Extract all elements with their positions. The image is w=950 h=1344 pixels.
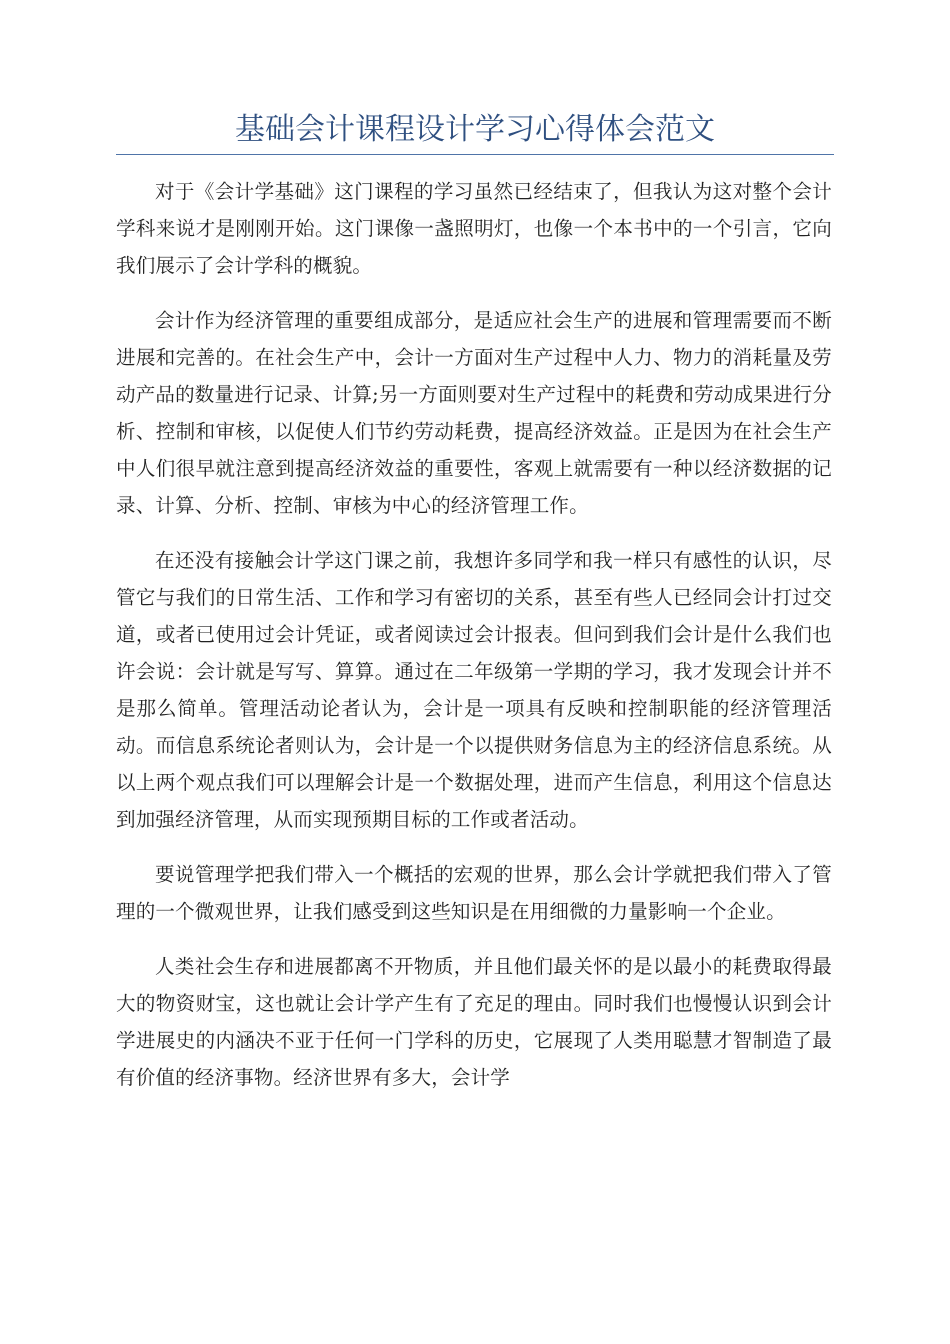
paragraph-2: 会计作为经济管理的重要组成部分，是适应社会生产的进展和管理需要而不断进展和完善的。在社会生产中，会计一方面对生产过程中人力、物力的消耗量及劳动产品的数量进行记录、计算;另一方面则要对生产过程中的耗费和劳动成果进行分析、控制和审核，以促使人们节约劳动耗费，提高经济效益。正是因为在社会生产中人们很早就注意到提高经济效益的重要性，客观上就需要有一种以经济数据的记录、计算、分析、控制、审核为中心的经济管理工作。 (116, 309, 832, 517)
paragraph-3: 在还没有接触会计学这门课之前，我想许多同学和我一样只有感性的认识，尽管它与我们的日常生活、工作和学习有密切的关系，甚至有些人已经同会计打过交道，或者已使用过会计凭证，或者阅读过会计报表。但问到我们会计是什么我们也许会说：会计就是写写、算算。通过在二年级第一学期的学习，我才发现会计并不是那么简单。管理活动论者认为，会计是一项具有反映和控制职能的经济管理活动。而信息系统论者则认为，会计是一个以提供财务信息为主的经济信息系统。从以上两个观点我们可以理解会计是一个数据处理，进而产生信息，利用这个信息达到加强经济管理，从而实现预期目标的工作或者活动。 (116, 549, 832, 831)
document-title: 基础会计课程设计学习心得体会范文 (235, 112, 715, 147)
paragraph-5: 人类社会生存和进展都离不开物质，并且他们最关怀的是以最小的耗费取得最大的物资财宝，这也就让会计学产生有了充足的理由。同时我们也慢慢认识到会计学进展史的内涵决不亚于任何一门学科的历史，它展现了人类用聪慧才智制造了最有价值的经济事物。经济世界有多大，会计学 (116, 955, 832, 1089)
paragraph-4: 要说管理学把我们带入一个概括的宏观的世界，那么会计学就把我们带入了管理的一个微观世界，让我们感受到这些知识是在用细微的力量影响一个企业。 (116, 863, 832, 923)
paragraph-1: 对于《会计学基础》这门课程的学习虽然已经结束了，但我认为这对整个会计学科来说才是刚刚开始。这门课像一盏照明灯，也像一个本书中的一个引言，它向我们展示了会计学科的概貌。 (116, 180, 832, 277)
document-body (116, 173, 832, 1114)
title-underline (116, 154, 834, 155)
